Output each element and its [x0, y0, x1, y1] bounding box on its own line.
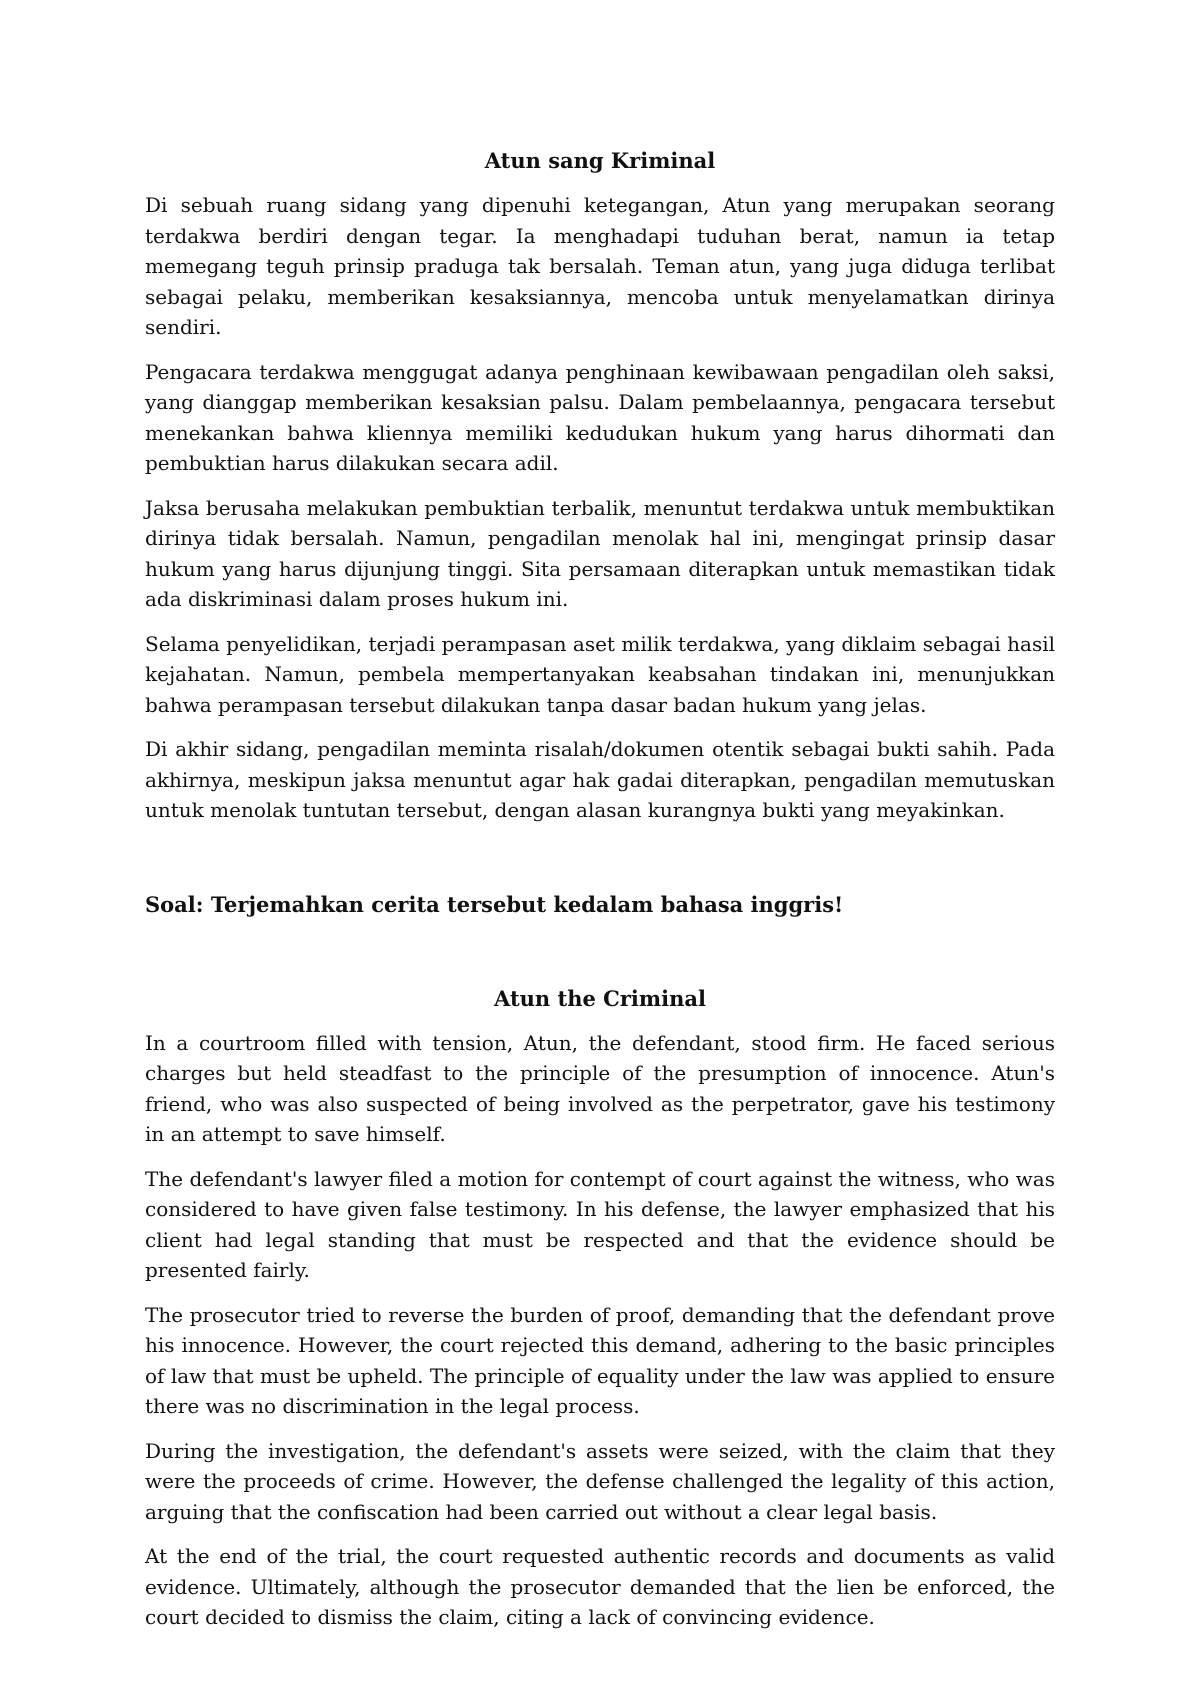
translation-question: Soal: Terjemahkan cerita tersebut kedalam bahasa inggris!	[145, 891, 844, 917]
english-paragraph-1: In a courtroom filled with tension, Atun, the defendant, stood firm. He faced serious charges but held steadfast to the principle of the presumption of innocence. Atun's friend, who was also suspected of being involved as the perpetrator, gave his testimony in an attempt to save himself.	[145, 1030, 1055, 1146]
english-story-title: Atun the Criminal	[494, 985, 706, 1011]
indonesian-paragraph-5: Di akhir sidang, pengadilan meminta risalah/dokumen otentik sebagai bukti sahih. Pada akhirnya, meskipun jaksa menuntut agar hak gadai diterapkan, pengadilan memutuskan untuk menolak tuntutan tersebut, dengan alasan kurangnya bukti yang meyakinkan.	[145, 737, 1055, 822]
indonesian-paragraph-3: Jaksa berusaha melakukan pembuktian terbalik, menuntut terdakwa untuk membuktikan dirinya tidak bersalah. Namun, pengadilan menolak hal ini, mengingat prinsip dasar hukum yang harus dijunjung tinggi. Sita persamaan diterapkan untuk memastikan tidak ada diskriminasi dalam proses hukum ini.	[145, 495, 1055, 611]
document-body	[145, 146, 1055, 1647]
indonesian-paragraph-2: Pengacara terdakwa menggugat adanya penghinaan kewibawaan pengadilan oleh saksi, yang dianggap memberikan kesaksian palsu. Dalam pembelaannya, pengacara tersebut menekankan bahwa kliennya memiliki kedudukan hukum yang harus dihormati dan pembuktian harus dilakukan secara adil.	[145, 359, 1055, 475]
indonesian-paragraph-1: Di sebuah ruang sidang yang dipenuhi ketegangan, Atun yang merupakan seorang terdakwa berdiri dengan tegar. Ia menghadapi tuduhan berat, namun ia tetap memegang teguh prinsip praduga tak bersalah. Teman atun, yang juga diduga terlibat sebagai pelaku, memberikan kesaksiannya, mencoba untuk menyelamatkan dirinya sendiri.	[145, 193, 1055, 339]
english-paragraph-4: During the investigation, the defendant's assets were seized, with the claim that they were the proceeds of crime. However, the defense challenged the legality of this action, arguing that the confiscation had been carried out without a clear legal basis.	[145, 1438, 1055, 1524]
indonesian-story-title: Atun sang Kriminal	[484, 148, 716, 173]
english-paragraph-5: At the end of the trial, the court requested authentic records and documents as valid evidence. Ultimately, although the prosecutor demanded that the lien be enforced, the court decided to dismiss the claim, citing a lack of convincing evidence.	[145, 1544, 1055, 1629]
english-paragraph-3: The prosecutor tried to reverse the burden of proof, demanding that the defendant prove his innocence. However, the court rejected this demand, adhering to the basic principles of law that must be upheld. The principle of equality under the law was applied to ensure there was no discrimination in the legal process.	[145, 1302, 1055, 1418]
indonesian-paragraph-4: Selama penyelidikan, terjadi perampasan aset milik terdakwa, yang diklaim sebagai hasil kejahatan. Namun, pembela mempertanyakan keabsahan tindakan ini, menunjukkan bahwa perampasan tersebut dilakukan tanpa dasar badan hukum yang jelas.	[145, 631, 1055, 717]
english-paragraph-2: The defendant's lawyer filed a motion for contempt of court against the witness, who was considered to have given false testimony. In his defense, the lawyer emphasized that his client had legal standing that must be respected and that the evidence should be presented fairly.	[145, 1166, 1055, 1282]
